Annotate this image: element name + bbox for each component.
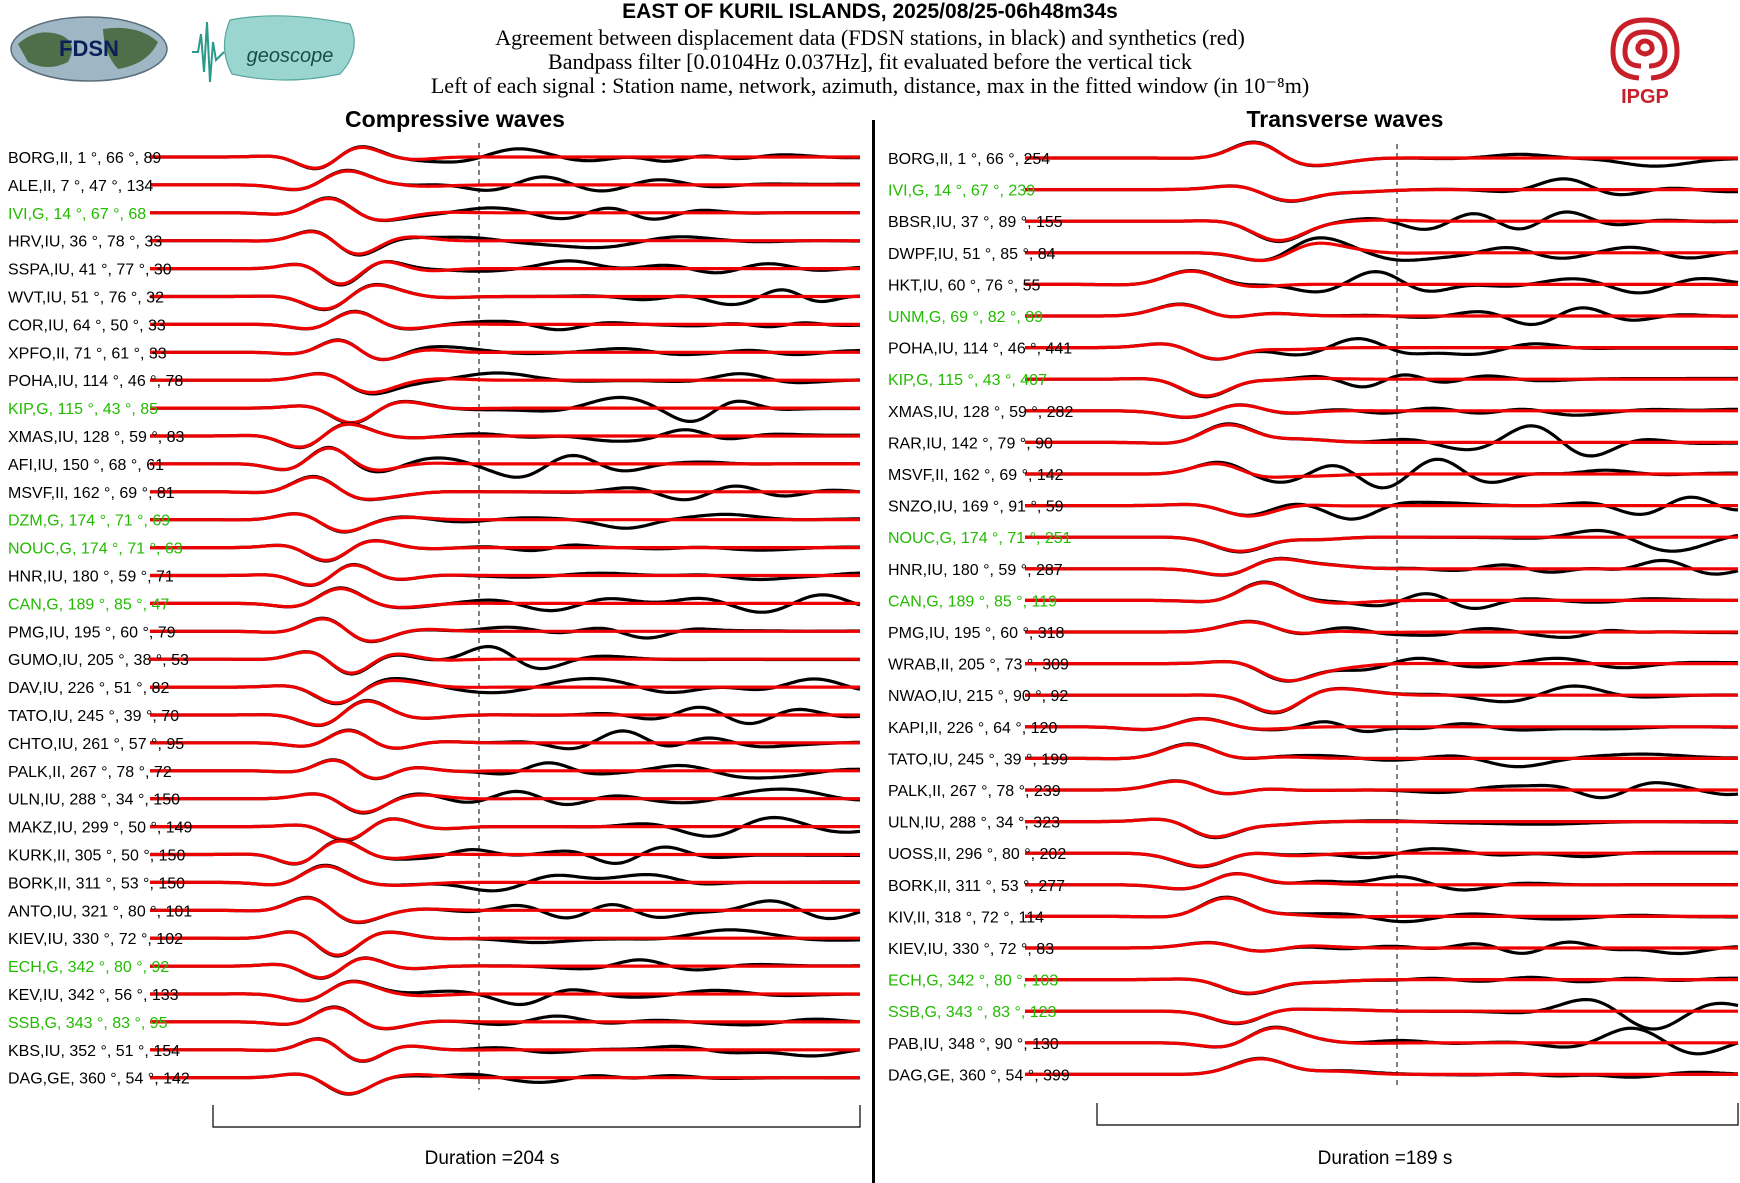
- compressive-station-label: WVT,IU, 51 °, 76 °, 32: [8, 289, 164, 307]
- compressive-synthetic-trace: [150, 932, 860, 955]
- compressive-data-trace: [150, 397, 860, 423]
- compressive-station-label: BORK,II, 311 °, 53 °, 150: [8, 875, 186, 893]
- transverse-panel-title: Transverse waves: [1246, 106, 1444, 132]
- transverse-station-label: UNM,G, 69 °, 82 °, 89: [888, 309, 1044, 326]
- transverse-data-trace: [1025, 582, 1738, 608]
- compressive-duration-bracket: [213, 1105, 860, 1127]
- transverse-data-trace: [1025, 497, 1738, 519]
- transverse-duration-label: Duration =189 s: [1317, 1148, 1453, 1169]
- compressive-data-trace: [150, 865, 860, 891]
- transverse-station-label: KIEV,IU, 330 °, 72 °, 83: [888, 941, 1055, 958]
- compressive-station-label: COR,IU, 64 °, 50 °, 33: [8, 317, 166, 335]
- compressive-station-label: AFI,IU, 150 °, 68 °, 61: [8, 456, 164, 474]
- compressive-station-label: IVI,G, 14 °, 67 °, 68: [8, 205, 147, 223]
- transverse-data-trace: [1025, 424, 1738, 456]
- transverse-synthetic-trace: [1025, 405, 1738, 417]
- transverse-station-label: TATO,IU, 245 °, 39 °, 199: [888, 751, 1068, 769]
- compressive-data-trace: [150, 477, 860, 500]
- compressive-station-label: SSPA,IU, 41 °, 77 °, 30: [8, 261, 172, 279]
- subtitle-legend: Left of each signal : Station name, network, azimuth, distance, max in the fitted window (in 10⁻⁸m): [430, 73, 1310, 98]
- compressive-data-trace: [150, 541, 860, 561]
- transverse-synthetic-trace: [1025, 719, 1738, 730]
- compressive-station-label: HNR,IU, 180 °, 59 °, 71: [8, 568, 174, 586]
- transverse-synthetic-trace: [1025, 305, 1738, 317]
- compressive-synthetic-trace: [150, 1039, 860, 1061]
- compressive-synthetic-trace: [150, 958, 860, 977]
- transverse-data-trace: [1025, 212, 1738, 242]
- transverse-station-label: NWAO,IU, 215 °, 90 °, 92: [888, 688, 1069, 706]
- compressive-synthetic-trace: [150, 589, 860, 608]
- compressive-station-label: ANTO,IU, 321 °, 80 °, 101: [8, 903, 193, 921]
- transverse-synthetic-trace: [1025, 583, 1738, 603]
- transverse-station-label: HKT,IU, 60 °, 76 °, 55: [888, 277, 1041, 295]
- compressive-synthetic-trace: [150, 866, 860, 885]
- compressive-station-label: ULN,IU, 288 °, 34 °, 150: [8, 791, 180, 809]
- compressive-station-label: CHTO,IU, 261 °, 57 °, 95: [8, 735, 185, 753]
- compressive-synthetic-trace: [150, 982, 860, 1001]
- transverse-synthetic-trace: [1025, 689, 1738, 712]
- compressive-data-trace: [150, 231, 860, 255]
- transverse-station-label: PAB,IU, 348 °, 90 °, 130: [888, 1035, 1059, 1053]
- subtitle-filter: Bandpass filter [0.0104Hz 0.037Hz], fit evaluated before the vertical tick: [548, 49, 1192, 74]
- compressive-data-trace: [150, 789, 860, 813]
- page-title: EAST OF KURIL ISLANDS, 2025/08/25-06h48m34s: [622, 0, 1118, 23]
- transverse-station-label: KIP,G, 115 °, 43 °, 407: [888, 372, 1047, 390]
- compressive-data-trace: [150, 1007, 860, 1029]
- compressive-synthetic-trace: [150, 565, 860, 585]
- fdsn-logo-text: FDSN: [59, 36, 119, 61]
- compressive-station-label: HRV,IU, 36 °, 78 °, 33: [8, 233, 163, 251]
- transverse-synthetic-trace: [1025, 464, 1738, 478]
- transverse-station-label: SNZO,IU, 169 °, 91 °, 59: [888, 498, 1064, 516]
- transverse-data-trace: [1025, 271, 1738, 293]
- compressive-synthetic-trace: [150, 1074, 860, 1093]
- compressive-station-label: PALK,II, 267 °, 78 °, 72: [8, 763, 172, 781]
- compressive-data-trace: [150, 679, 860, 704]
- transverse-synthetic-trace: [1025, 143, 1738, 166]
- compressive-synthetic-trace: [150, 760, 860, 778]
- compressive-station-label: PMG,IU, 195 °, 60 °, 79: [8, 624, 176, 642]
- compressive-data-trace: [150, 958, 860, 978]
- compressive-station-label: XPFO,II, 71 °, 61 °, 33: [8, 345, 167, 363]
- compressive-station-label: XMAS,IU, 128 °, 59 °, 83: [8, 429, 185, 446]
- compressive-station-label: BORG,II, 1 °, 66 °, 89: [8, 150, 162, 167]
- compressive-synthetic-trace: [150, 652, 860, 673]
- compressive-station-label: NOUC,G, 174 °, 71 °, 63: [8, 540, 183, 558]
- compressive-synthetic-trace: [150, 841, 860, 864]
- compressive-synthetic-trace: [150, 374, 860, 393]
- subtitle-data-description: Agreement between displacement data (FDSN stations, in black) and synthetics (red): [495, 25, 1245, 50]
- transverse-waves-panel: [888, 142, 1738, 1125]
- compressive-station-label: DAG,GE, 360 °, 54 °, 142: [8, 1070, 190, 1088]
- transverse-station-label: NOUC,G, 174 °, 71 °, 251: [888, 530, 1072, 548]
- compressive-waves-panel: [8, 143, 860, 1127]
- compressive-station-label: MSVF,II, 162 °, 69 °, 81: [8, 484, 175, 502]
- transverse-station-label: BBSR,IU, 37 °, 89 °, 155: [888, 214, 1063, 232]
- compressive-synthetic-trace: [150, 701, 860, 725]
- compressive-station-label: GUMO,IU, 205 °, 38 °, 53: [8, 652, 189, 670]
- compressive-data-trace: [150, 930, 860, 956]
- transverse-synthetic-trace: [1025, 344, 1738, 359]
- transverse-data-trace: [1025, 531, 1738, 552]
- transverse-synthetic-trace: [1025, 874, 1738, 889]
- transverse-synthetic-trace: [1025, 622, 1738, 633]
- transverse-data-trace: [1025, 1000, 1738, 1029]
- transverse-station-label: WRAB,II, 205 °, 73 °, 309: [888, 656, 1069, 674]
- compressive-data-trace: [150, 588, 860, 612]
- transverse-synthetic-trace: [1025, 1028, 1738, 1047]
- compressive-data-trace: [150, 170, 860, 191]
- transverse-station-label: PALK,II, 267 °, 78 °, 239: [888, 783, 1061, 800]
- compressive-station-label: ALE,II, 7 °, 47 °, 134: [8, 177, 154, 195]
- compressive-station-label: KURK,II, 305 °, 50 °, 150: [8, 847, 186, 865]
- compressive-station-label: KIP,G, 115 °, 43 °, 85: [8, 401, 159, 419]
- compressive-station-label: DZM,G, 174 °, 71 °, 69: [8, 512, 171, 530]
- transverse-station-label: MSVF,II, 162 °, 69 °, 142: [888, 467, 1064, 484]
- transverse-station-label: HNR,IU, 180 °, 59 °, 287: [888, 561, 1063, 579]
- compressive-synthetic-trace: [150, 898, 860, 922]
- transverse-station-label: RAR,IU, 142 °, 79 °, 90: [888, 435, 1053, 453]
- compressive-data-trace: [150, 373, 860, 394]
- compressive-data-trace: [150, 261, 860, 285]
- transverse-data-trace: [1025, 874, 1738, 890]
- compressive-data-trace: [150, 198, 860, 221]
- compressive-data-trace: [150, 818, 860, 841]
- transverse-data-trace: [1025, 1027, 1738, 1054]
- compressive-station-label: SSB,G, 343 °, 83 °, 95: [8, 1014, 168, 1032]
- transverse-station-label: XMAS,IU, 128 °, 59 °, 282: [888, 403, 1074, 421]
- compressive-data-trace: [150, 760, 860, 779]
- transverse-synthetic-trace: [1025, 819, 1738, 837]
- compressive-station-label: KIEV,IU, 330 °, 72 °, 102: [8, 931, 183, 949]
- transverse-data-trace: [1025, 238, 1738, 261]
- compressive-data-trace: [150, 701, 860, 726]
- transverse-duration-bracket: [1097, 1103, 1738, 1125]
- transverse-station-label: BORG,II, 1 °, 66 °, 254: [888, 151, 1051, 168]
- transverse-station-label: DWPF,IU, 51 °, 85 °, 84: [888, 245, 1056, 263]
- transverse-synthetic-trace: [1025, 745, 1738, 759]
- transverse-station-label: ECH,G, 342 °, 80 °, 103: [888, 972, 1059, 990]
- compressive-synthetic-trace: [150, 424, 860, 447]
- compressive-station-label: CAN,G, 189 °, 85 °, 47: [8, 596, 170, 614]
- compressive-panel-title: Compressive waves: [345, 106, 565, 132]
- compressive-data-trace: [150, 514, 860, 532]
- compressive-station-label: KBS,IU, 352 °, 51 °, 154: [8, 1042, 181, 1060]
- transverse-data-trace: [1025, 142, 1738, 166]
- transverse-station-label: POHA,IU, 114 °, 46 °, 441: [888, 340, 1073, 358]
- transverse-data-trace: [1025, 621, 1738, 637]
- compressive-station-label: TATO,IU, 245 °, 39 °, 70: [8, 708, 180, 725]
- compressive-station-label: ECH,G, 342 °, 80 °, 92: [8, 959, 170, 977]
- transverse-data-trace: [1025, 658, 1738, 681]
- transverse-station-label: KAPI,II, 226 °, 64 °, 120: [888, 719, 1058, 737]
- transverse-station-label: IVI,G, 14 °, 67 °, 239: [888, 182, 1036, 200]
- compressive-synthetic-trace: [150, 285, 860, 309]
- geoscope-logo-text: geoscope: [246, 45, 334, 67]
- compressive-station-label: MAKZ,IU, 299 °, 50 °, 149: [8, 819, 193, 837]
- transverse-station-label: CAN,G, 189 °, 85 °, 119: [888, 593, 1058, 611]
- transverse-station-label: ULN,IU, 288 °, 34 °, 323: [888, 814, 1060, 832]
- compressive-station-label: POHA,IU, 114 °, 46 °, 78: [8, 373, 184, 391]
- transverse-station-label: UOSS,II, 296 °, 80 °, 202: [888, 846, 1067, 864]
- compressive-data-trace: [150, 340, 860, 360]
- transverse-synthetic-trace: [1025, 979, 1738, 993]
- transverse-station-label: SSB,G, 343 °, 83 °, 123: [888, 1004, 1057, 1022]
- transverse-data-trace: [1025, 849, 1738, 867]
- transverse-station-label: KIV,II, 318 °, 72 °, 114: [888, 909, 1045, 927]
- compressive-data-trace: [150, 730, 860, 749]
- ipgp-logo-text: IPGP: [1621, 86, 1669, 108]
- compressive-station-label: KEV,IU, 342 °, 56 °, 133: [8, 987, 179, 1004]
- compressive-synthetic-trace: [150, 794, 860, 812]
- transverse-station-label: DAG,GE, 360 °, 54 °, 399: [888, 1067, 1070, 1085]
- compressive-data-trace: [150, 311, 860, 329]
- transverse-data-trace: [1025, 744, 1738, 767]
- transverse-station-label: PMG,IU, 195 °, 60 °, 318: [888, 625, 1065, 642]
- compressive-data-trace: [150, 840, 860, 864]
- transverse-data-trace: [1025, 686, 1738, 713]
- transverse-synthetic-trace: [1025, 662, 1738, 681]
- compressive-synthetic-trace: [150, 448, 860, 470]
- transverse-station-label: BORK,II, 311 °, 53 °, 277: [888, 877, 1066, 895]
- compressive-station-label: DAV,IU, 226 °, 51 °, 82: [8, 680, 170, 698]
- compressive-synthetic-trace: [150, 619, 860, 641]
- compressive-duration-label: Duration =204 s: [424, 1148, 560, 1169]
